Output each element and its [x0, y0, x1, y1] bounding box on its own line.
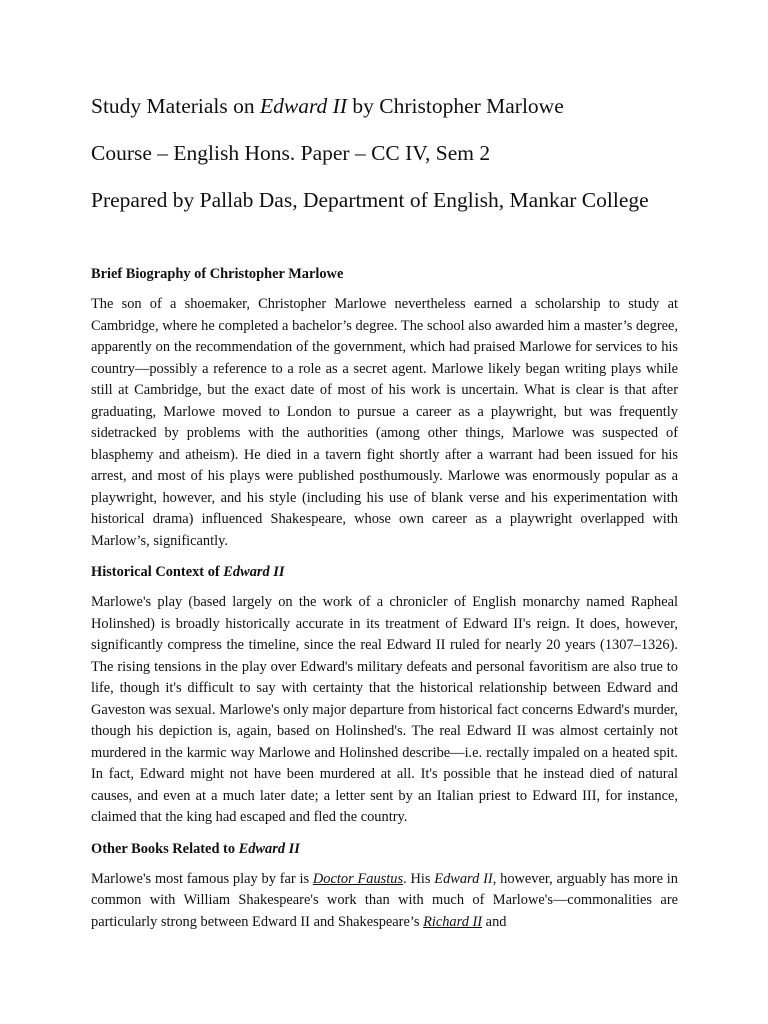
other-books-heading — [91, 839, 678, 859]
document-title — [91, 92, 678, 120]
title-suffix: by Christopher Marlowe — [347, 94, 564, 118]
other-books-heading-prefix: Other Books Related to — [91, 840, 239, 857]
document-page — [91, 92, 678, 943]
title-play-name: Edward II — [260, 94, 347, 118]
historical-context-paragraph: Marlowe's play (based largely on the work of a chronicler of English monarchy named Rapheal Holinshed) is broadly historically accurate in its treatment of Edward II's reign. It does, however, significantly compress the timeline, since the real Edward II ruled for nearly 20 years (1307–1326). The rising tensions in the play over Edward's military defeats and personal favoritism are also true to life, though it's difficult to say with certainty that the historical relationship between Edward and Gaveston was sexual. Marlowe's only major departure from historical fact concerns Edward's murder, though his depiction is, again, based on Holinshed's. The real Edward II was almost certainly not murdered in the karmic way Marlowe and Holinshed describe—i.e. rectally impaled on a heated spit. In fact, Edward might not have been murdered at all. It's possible that he instead died of natural causes, and even at a much later date; a letter sent by an Italian priest to Edward III, for instance, claimed that the king had escaped and fled the country. — [91, 594, 678, 825]
other-books-paragraph — [91, 869, 678, 934]
other-books-text-1: Marlowe's most famous play by far is — [91, 870, 313, 887]
historical-heading-title: Edward II — [223, 564, 285, 580]
historical-context-heading — [91, 562, 678, 582]
other-books-text-2: . His — [403, 870, 435, 887]
prepared-by-line: Prepared by Pallab Das, Department of English, Mankar College — [91, 188, 649, 212]
other-books-text-4: and — [482, 913, 507, 930]
other-books-text-3: , however, arguably has more in common with William Shakespeare's work than with much of Marlowe's—commonalities are particularly strong between Edward II and Shakespeare’s — [91, 870, 678, 930]
historical-heading-prefix: Historical Context of — [91, 564, 224, 580]
course-line: Course – English Hons. Paper – CC IV, Sem 2 — [91, 141, 491, 165]
edward-ii-title: Edward II — [434, 870, 493, 887]
document-header — [91, 92, 678, 214]
doctor-faustus-link[interactable]: Doctor Faustus — [312, 870, 404, 887]
title-prefix: Study Materials on — [91, 94, 260, 118]
richard-ii-link[interactable]: Richard II — [423, 913, 483, 930]
other-books-heading-title: Edward II — [238, 840, 300, 857]
biography-paragraph: The son of a shoemaker, Christopher Marlowe nevertheless earned a scholarship to study at Cambridge, where he completed a bachelor’s degree. The school also awarded him a master’s degree, apparently on the recommendation of the government, which had praised Marlowe for services to his country—possibly a reference to a role as a secret agent. Marlowe likely began writing plays while still at Cambridge, but the exact date of most of his work is uncertain. What is clear is that after graduating, Marlowe moved to London to pursue a career as a playwright, but was frequently sidetracked by problems with the authorities (among other things, Marlowe was suspected of blasphemy and atheism). He died in a tavern fight shortly after a warrant had been issued for his arrest, and most of his plays were published posthumously. Marlowe was enormously popular as a playwright, however, and his style (including his use of blank verse and his experimentation with historical drama) influenced Shakespeare, whose own career as a playwright overlapped with Marlow’s, significantly. — [91, 296, 678, 549]
biography-heading: Brief Biography of Christopher Marlowe — [91, 266, 344, 282]
